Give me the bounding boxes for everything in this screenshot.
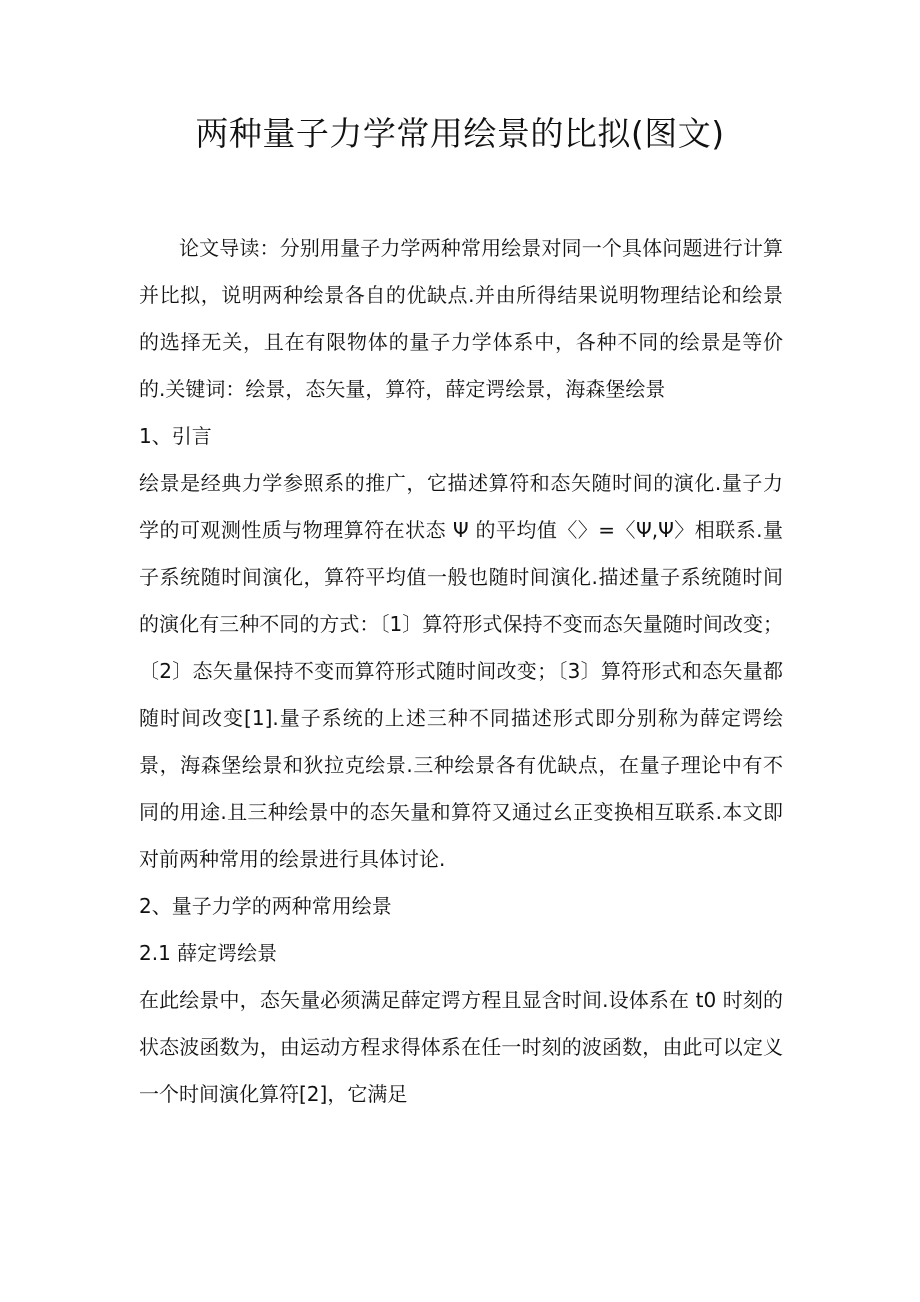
- section-heading-two-pictures: 2、量子力学的两种常用绘景: [139, 894, 392, 918]
- subsection-heading-schrodinger: 2.1 薛定谔绘景: [139, 941, 278, 965]
- section-heading-introduction: 1、引言: [139, 424, 212, 448]
- document-title: 两种量子力学常用绘景的比拟(图文): [195, 114, 725, 153]
- introduction-paragraph: 绘景是经典力学参照系的推广，它描述算符和态矢随时间的演化.量子力学的可观测性质与物理算符在状态 Ψ 的平均值〈〉=〈Ψ,Ψ〉相联系.量子系统随时间演化，算符平均值一般也随时间演化.描述量子系统随时间的演化有三种不同的方式：〔1〕算符形式保持不变而态矢量随时间改变；〔2〕态矢量保持不变而算符形式随时间改变；〔3〕算符形式和态矢量都随时间改变[1].量子系统的上述三种不同描述形式即分别称为薛定谔绘景，海森堡绘景和狄拉克绘景.三种绘景各有优缺点，在量子理论中有不同的用途.且三种绘景中的态矢量和算符又通过幺正变换相互联系.本文即对前两种常用的绘景进行具体讨论.: [139, 471, 783, 871]
- schrodinger-paragraph: 在此绘景中，态矢量必须满足薛定谔方程且显含时间.设体系在 t0 时刻的状态波函数为，由运动方程求得体系在任一时刻的波函数，由此可以定义一个时间演化算符[2]，它满足: [139, 988, 783, 1106]
- abstract-paragraph: 论文导读：分别用量子力学两种常用绘景对同一个具体问题进行计算并比拟，说明两种绘景各自的优缺点.并由所得结果说明物理结论和绘景的选择无关，且在有限物体的量子力学体系中，各种不同的绘景是等价的.关键词：绘景，态矢量，算符，薛定谔绘景，海森堡绘景: [139, 236, 783, 401]
- document-body: [139, 225, 783, 1118]
